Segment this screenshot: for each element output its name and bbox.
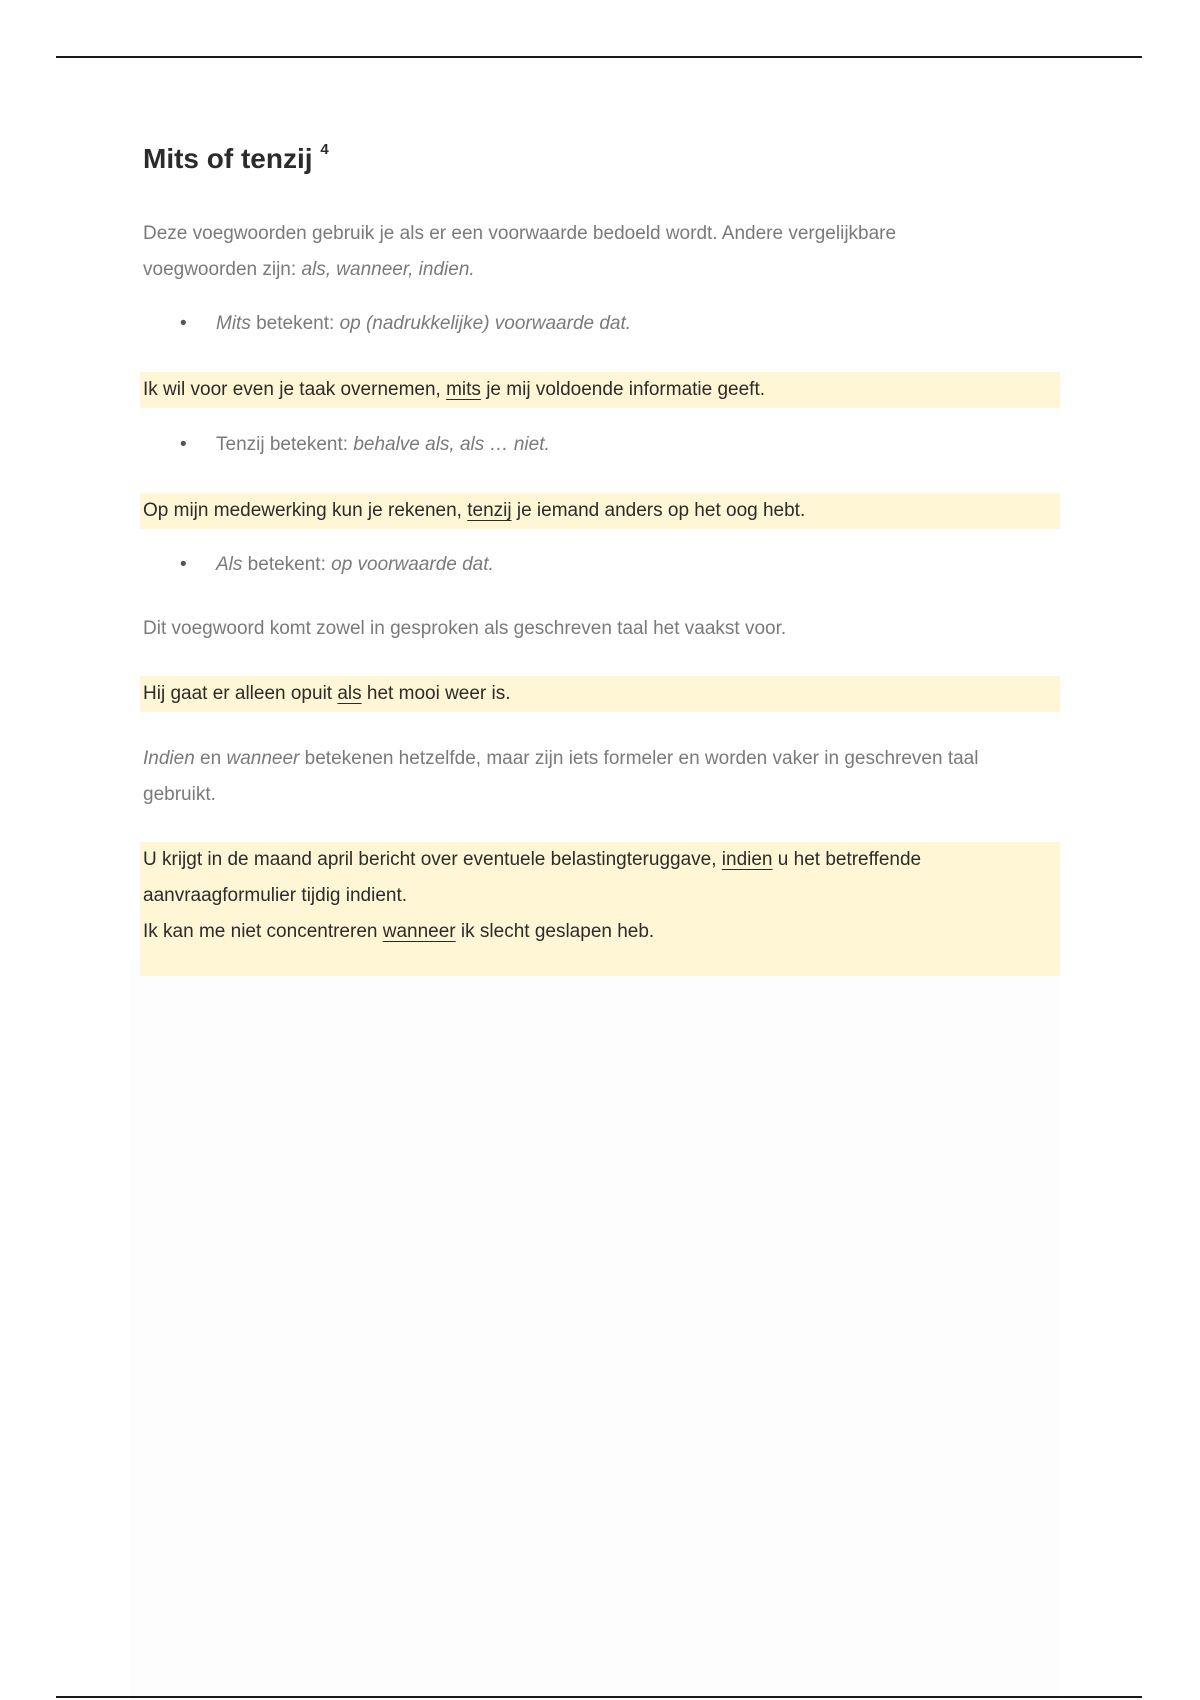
example-indien-wanneer <box>140 842 1060 976</box>
indien-rest: betekenen hetzelfde, maar zijn iets formeler en worden vaker in geschreven taal <box>299 748 979 769</box>
example-tenzij <box>140 493 1060 529</box>
example-mits <box>140 372 1060 408</box>
intro-line-1: Deze voegwoorden gebruik je als er een voorwaarde bedoeld wordt. Andere vergelijkbare <box>143 223 897 244</box>
indien-term: Indien <box>143 748 195 769</box>
indien-connector: en <box>194 748 227 769</box>
example-text: het mooi weer is. <box>361 683 511 704</box>
bullet-tenzij <box>180 427 550 463</box>
example-text: je iemand anders op het oog hebt. <box>511 500 806 521</box>
example-keyword: wanneer <box>382 921 456 942</box>
page-shade <box>130 960 1060 1700</box>
example-text: Ik kan me niet concentreren <box>143 921 383 942</box>
bullet-als <box>180 547 494 583</box>
title-text: Mits of tenzij <box>143 143 313 174</box>
bullet-term: Tenzij <box>216 434 265 455</box>
bullet-text: betekent: <box>264 434 354 455</box>
example-text: u het betreffende <box>772 849 922 870</box>
bullet-dot: • <box>180 313 187 334</box>
example-line-1 <box>143 842 1060 878</box>
example-line-2: aanvraagformulier tijdig indient. <box>143 885 408 906</box>
page-title <box>143 140 329 175</box>
bullet-text: betekent: <box>242 554 332 575</box>
example-keyword: als <box>337 683 362 704</box>
example-keyword: indien <box>721 849 773 870</box>
bullet-term: Als <box>216 554 243 575</box>
example-text: Ik wil voor even je taak overnemen, <box>143 379 447 400</box>
intro-line-2 <box>143 252 896 288</box>
bullet-definition: op voorwaarde dat. <box>331 554 494 575</box>
bullet-definition: behalve als, als … niet. <box>353 434 550 455</box>
example-keyword: tenzij <box>467 500 512 521</box>
example-text: U krijgt in de maand april bericht over eventuele belastingteruggave, <box>143 849 722 870</box>
bullet-text: betekent: <box>250 313 340 334</box>
example-keyword: mits <box>446 379 481 400</box>
intro-line-2-prefix: voegwoorden zijn: <box>143 259 302 280</box>
indien-line-2: gebruikt. <box>143 784 216 805</box>
indien-paragraph <box>143 741 978 813</box>
bottom-rule <box>56 1696 1142 1698</box>
example-text: Op mijn medewerking kun je rekenen, <box>143 500 468 521</box>
als-paragraph: Dit voegwoord komt zowel in gesproken als geschreven taal het vaakst voor. <box>143 618 787 639</box>
example-text: je mij voldoende informatie geeft. <box>480 379 766 400</box>
bullet-dot: • <box>180 554 187 575</box>
indien-line-1 <box>143 741 978 777</box>
intro-paragraph <box>143 216 896 288</box>
example-text: Hij gaat er alleen opuit <box>143 683 338 704</box>
bullet-term: Mits <box>216 313 251 334</box>
bullet-dot: • <box>180 434 187 455</box>
example-line-3 <box>143 914 1060 950</box>
example-text: ik slecht geslapen heb. <box>455 921 655 942</box>
intro-line-2-examples: als, wanneer, indien. <box>301 259 475 280</box>
wanneer-term: wanneer <box>226 748 300 769</box>
example-als <box>140 676 1060 712</box>
bullet-mits <box>180 306 631 342</box>
bullet-definition: op (nadrukkelijke) voorwaarde dat. <box>339 313 632 334</box>
title-footnote: 4 <box>320 140 329 158</box>
